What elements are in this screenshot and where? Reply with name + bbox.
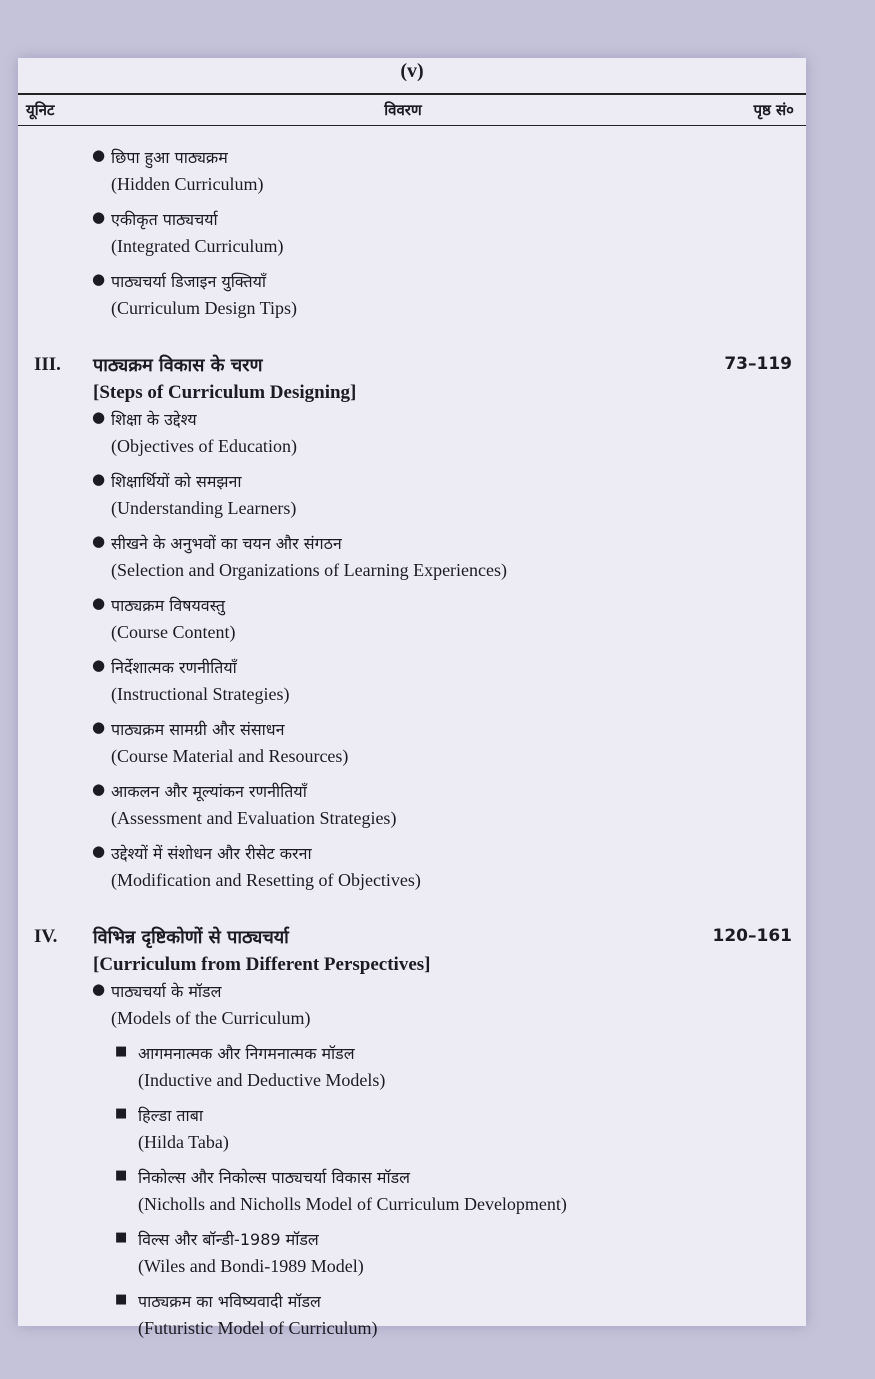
sub-list-item bbox=[114, 1104, 806, 1156]
unit-title-hindi: विभिन्न दृष्टिकोणों से पाठ्यचर्या bbox=[93, 927, 289, 948]
header-unit: यूनिट bbox=[26, 101, 55, 119]
item-hindi: निर्देशात्मक रणनीतियाँ bbox=[111, 658, 237, 677]
unit-pages: 120–161 bbox=[712, 926, 792, 946]
item-hindi: आगमनात्मक और निगमनात्मक मॉडल bbox=[138, 1044, 355, 1063]
item-english: (Instructional Strategies) bbox=[111, 684, 290, 704]
header-description: विवरण bbox=[384, 101, 422, 119]
item-english: (Objectives of Education) bbox=[111, 436, 297, 456]
item-english: (Course Content) bbox=[111, 622, 236, 642]
table-header bbox=[18, 93, 806, 126]
sub-list-item bbox=[114, 1166, 806, 1218]
bullet-icon: ● bbox=[92, 842, 106, 860]
item-hindi: पाठ्यचर्या डिजाइन युक्तियाँ bbox=[111, 272, 267, 291]
item-english: (Modification and Resetting of Objectives) bbox=[111, 870, 421, 890]
unit-number: IV. bbox=[34, 926, 58, 947]
item-hindi: सीखने के अनुभवों का चयन और संगठन bbox=[111, 534, 342, 553]
list-item bbox=[91, 532, 806, 584]
item-english: (Futuristic Model of Curriculum) bbox=[138, 1318, 378, 1338]
list-item bbox=[91, 780, 806, 832]
unit-title-hindi: पाठ्यक्रम विकास के चरण bbox=[93, 355, 263, 376]
item-english: (Course Material and Resources) bbox=[111, 746, 349, 766]
item-hindi: पाठ्यक्रम विषयवस्तु bbox=[111, 596, 226, 615]
item-english: (Hilda Taba) bbox=[138, 1132, 229, 1152]
item-english: (Selection and Organizations of Learning Experiences) bbox=[111, 560, 508, 580]
square-bullet-icon: ■ bbox=[115, 1292, 128, 1307]
list-item bbox=[91, 718, 806, 770]
item-english: (Understanding Learners) bbox=[111, 498, 297, 518]
list-item bbox=[91, 980, 806, 1032]
bullet-icon: ● bbox=[92, 656, 106, 674]
unit-title-english: [Steps of Curriculum Designing] bbox=[93, 382, 357, 403]
item-english: (Assessment and Evaluation Strategies) bbox=[111, 808, 397, 828]
header-page: पृष्ठ सं० bbox=[753, 101, 794, 119]
sub-list-item bbox=[114, 1042, 806, 1094]
bullet-icon: ● bbox=[92, 408, 106, 426]
list-item bbox=[91, 594, 806, 646]
unit-title-english: [Curriculum from Different Perspectives] bbox=[93, 954, 431, 975]
list-item bbox=[91, 270, 806, 322]
bullet-icon: ● bbox=[92, 718, 106, 736]
item-english: (Inductive and Deductive Models) bbox=[138, 1070, 386, 1090]
list-item bbox=[91, 408, 806, 460]
item-hindi: पाठ्यक्रम सामग्री और संसाधन bbox=[111, 720, 285, 739]
unit-iv bbox=[18, 924, 806, 1342]
bullet-icon: ● bbox=[92, 780, 106, 798]
square-bullet-icon: ■ bbox=[115, 1106, 128, 1121]
item-english: (Integrated Curriculum) bbox=[111, 236, 284, 256]
item-hindi: पाठ्यक्रम का भविष्यवादी मॉडल bbox=[138, 1292, 321, 1311]
item-hindi: छिपा हुआ पाठ्यक्रम bbox=[111, 148, 228, 167]
sub-list-item bbox=[114, 1290, 806, 1342]
item-english: (Curriculum Design Tips) bbox=[111, 298, 298, 318]
unit-number: III. bbox=[34, 354, 61, 375]
square-bullet-icon: ■ bbox=[115, 1168, 128, 1183]
item-hindi: निकोल्स और निकोल्स पाठ्यचर्या विकास मॉडल bbox=[138, 1168, 410, 1187]
list-item bbox=[91, 656, 806, 708]
bullet-icon: ● bbox=[92, 270, 106, 288]
unit-iii bbox=[18, 352, 806, 894]
list-item bbox=[91, 470, 806, 522]
bullet-icon: ● bbox=[92, 980, 106, 998]
sub-list-item bbox=[114, 1228, 806, 1280]
item-hindi: उद्देश्यों में संशोधन और रीसेट करना bbox=[111, 844, 312, 863]
bullet-icon: ● bbox=[92, 532, 106, 550]
item-hindi: शिक्षार्थियों को समझना bbox=[111, 472, 242, 491]
item-english: (Nicholls and Nicholls Model of Curriculum Development) bbox=[138, 1194, 567, 1214]
item-hindi: आकलन और मूल्यांकन रणनीतियाँ bbox=[111, 782, 307, 801]
list-item bbox=[91, 146, 806, 198]
item-english: (Hidden Curriculum) bbox=[111, 174, 264, 194]
item-english: (Models of the Curriculum) bbox=[111, 1008, 311, 1028]
unit-title bbox=[93, 924, 806, 978]
page-number: (v) bbox=[400, 60, 424, 82]
unit-title bbox=[93, 352, 806, 406]
unit-pages: 73–119 bbox=[724, 354, 792, 374]
contents-list bbox=[18, 146, 806, 1352]
bullet-icon: ● bbox=[92, 594, 106, 612]
item-hindi: विल्स और बॉन्डी-1989 मॉडल bbox=[138, 1230, 319, 1249]
item-hindi: शिक्षा के उद्देश्य bbox=[111, 410, 197, 429]
list-item bbox=[91, 842, 806, 894]
item-hindi: हिल्डा ताबा bbox=[138, 1106, 203, 1125]
square-bullet-icon: ■ bbox=[115, 1230, 128, 1245]
bullet-icon: ● bbox=[92, 208, 106, 226]
list-item bbox=[91, 208, 806, 260]
book-page bbox=[18, 58, 806, 1338]
bullet-icon: ● bbox=[92, 146, 106, 164]
item-english: (Wiles and Bondi-1989 Model) bbox=[138, 1256, 364, 1276]
bullet-icon: ● bbox=[92, 470, 106, 488]
item-hindi: एकीकृत पाठ्यचर्या bbox=[111, 210, 218, 229]
item-hindi: पाठ्यचर्या के मॉडल bbox=[111, 982, 222, 1001]
square-bullet-icon: ■ bbox=[115, 1044, 128, 1059]
